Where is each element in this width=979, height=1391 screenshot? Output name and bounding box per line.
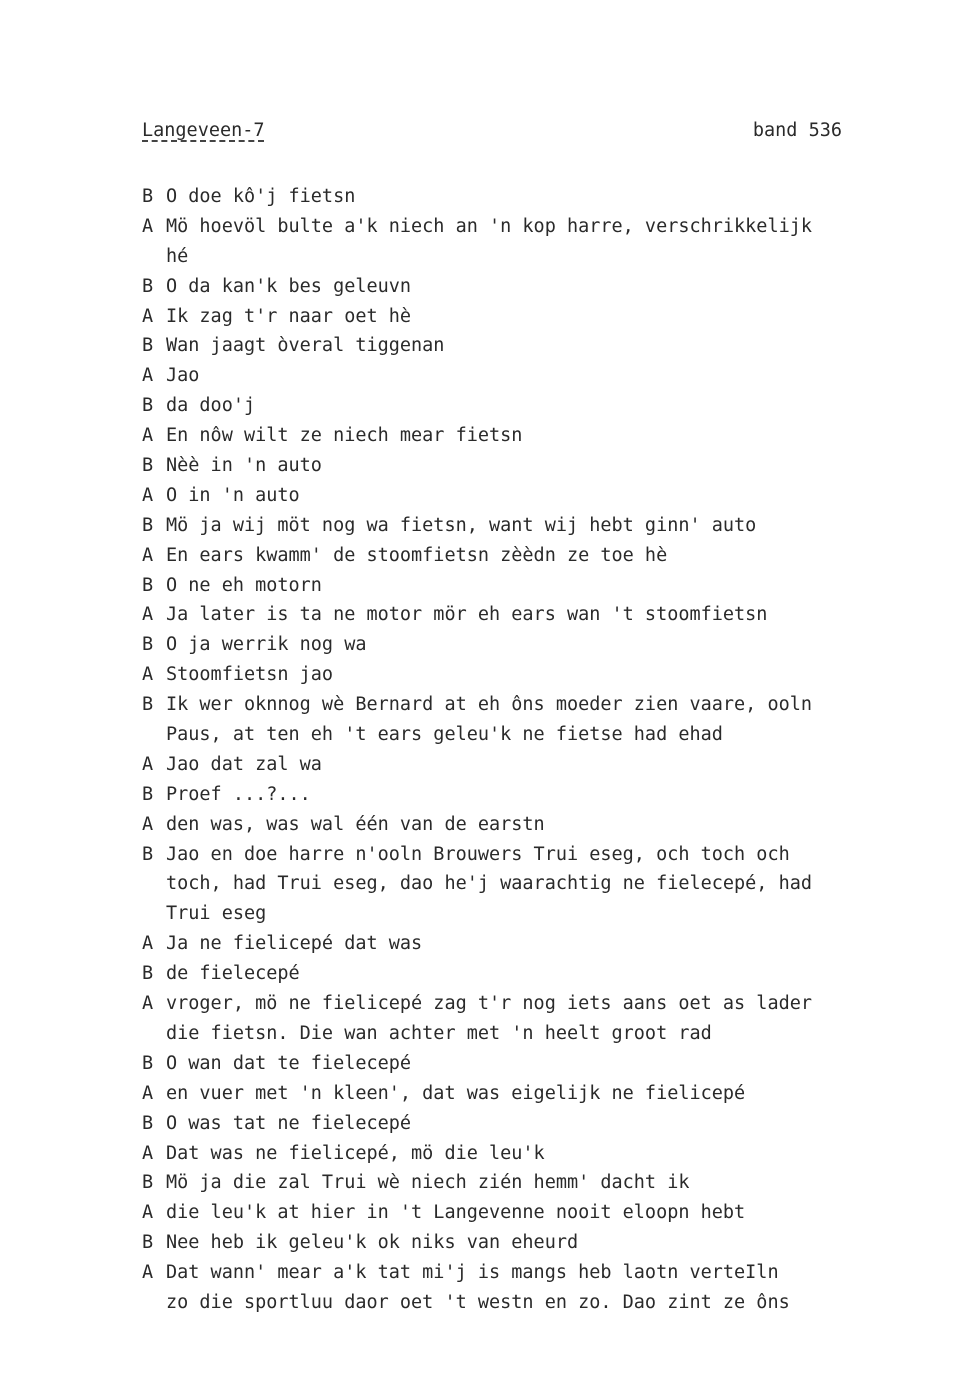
utterance-text: Trui eseg xyxy=(166,903,267,925)
speaker-label: B xyxy=(142,1052,154,1074)
transcript-line xyxy=(142,272,902,302)
utterance-text: Mö ja wij möt nog wa fietsn, want wij hebt ginn' auto xyxy=(166,514,757,536)
speaker-label: A xyxy=(142,753,154,775)
speaker-label: A xyxy=(142,305,154,327)
utterance-text: O ja werrik nog wa xyxy=(166,634,367,656)
utterance-text: Jao dat zal wa xyxy=(166,753,322,775)
speaker-label: B xyxy=(142,335,154,357)
speaker-label: B xyxy=(142,574,154,596)
transcript-line xyxy=(142,1019,902,1049)
speaker-label: A xyxy=(142,813,154,835)
transcript-line xyxy=(142,451,902,481)
speaker-label: A xyxy=(142,215,154,237)
transcript-line xyxy=(142,391,902,421)
transcript-line xyxy=(142,600,902,630)
utterance-text: O da kan'k bes geleuvn xyxy=(166,275,412,297)
transcript-line xyxy=(142,959,902,989)
speaker-label: B xyxy=(142,186,154,207)
utterance-text: Dat wann' mear a'k tat mi'j is mangs heb laotn verteIln xyxy=(166,1262,779,1284)
utterance-text: Paus, at ten eh 't ears geleu'k ne fietse had ehad xyxy=(166,724,723,746)
transcript-line xyxy=(142,1049,902,1079)
transcript xyxy=(142,182,902,1318)
speaker-label: A xyxy=(142,664,154,686)
transcript-line xyxy=(142,361,902,391)
transcript-line xyxy=(142,1139,902,1169)
utterance-text: Mö hoevöl bulte a'k niech an 'n kop harre, verschrikkelijk xyxy=(166,215,813,237)
utterance-text: en vuer met 'n kleen', dat was eigelijk ne fielicepé xyxy=(166,1082,746,1104)
transcript-line xyxy=(142,690,902,720)
speaker-label: A xyxy=(142,544,154,566)
page-header xyxy=(142,120,842,150)
utterance-text: O ne eh motorn xyxy=(166,574,322,596)
transcript-line xyxy=(142,571,902,601)
transcript-line xyxy=(142,840,902,870)
utterance-text: Ja later is ta ne motor mör eh ears wan 't stoomfietsn xyxy=(166,604,768,626)
utterance-text: da doo'j xyxy=(166,395,256,417)
utterance-text: hé xyxy=(166,245,189,267)
utterance-text: O wan dat te fielecepé xyxy=(166,1052,412,1074)
transcript-line xyxy=(142,899,902,929)
transcript-line xyxy=(142,302,902,332)
speaker-label: B xyxy=(142,1112,154,1134)
transcript-line xyxy=(142,630,902,660)
utterance-text: de fielecepé xyxy=(166,963,300,985)
transcript-line xyxy=(142,421,902,451)
utterance-text: Ik wer oknnog wè Bernard at eh ôns moeder zien vaare, ooln xyxy=(166,694,813,716)
transcript-line xyxy=(142,929,902,959)
speaker-label: B xyxy=(142,275,154,297)
speaker-label: B xyxy=(142,395,154,417)
utterance-text: O in 'n auto xyxy=(166,484,300,506)
utterance-text: Proef ...?... xyxy=(166,783,311,805)
transcript-line xyxy=(142,810,902,840)
speaker-label: A xyxy=(142,1202,154,1224)
speaker-label: B xyxy=(142,694,154,716)
speaker-label: B xyxy=(142,783,154,805)
speaker-label: A xyxy=(142,1142,154,1164)
utterance-text: die leu'k at hier in 't Langevenne nooit eloopn hebt xyxy=(166,1202,746,1224)
utterance-text: Ik zag t'r naar oet hè xyxy=(166,305,412,327)
transcript-line xyxy=(142,1288,902,1318)
transcript-line xyxy=(142,1079,902,1109)
speaker-label: A xyxy=(142,365,154,387)
utterance-text: Ja ne fielicepé dat was xyxy=(166,933,423,955)
utterance-text: Dat was ne fielicepé, mö die leu'k xyxy=(166,1142,545,1164)
utterance-text: En nôw wilt ze niech mear fietsn xyxy=(166,425,523,447)
transcript-line xyxy=(142,331,902,361)
speaker-label: B xyxy=(142,634,154,656)
transcript-line xyxy=(142,481,902,511)
utterance-text: Jao en doe harre n'ooln Brouwers Trui eseg, och toch och xyxy=(166,843,790,865)
speaker-label: A xyxy=(142,1082,154,1104)
utterance-text: En ears kwamm' de stoomfietsn zèèdn ze toe hè xyxy=(166,544,668,566)
speaker-label: B xyxy=(142,455,154,477)
transcript-line xyxy=(142,541,902,571)
utterance-text: O was tat ne fielecepé xyxy=(166,1112,412,1134)
document-title: Langeveen-7 xyxy=(142,120,265,141)
speaker-label: A xyxy=(142,484,154,506)
utterance-text: den was, was wal één van de earstn xyxy=(166,813,545,835)
utterance-text: O doe kô'j fietsn xyxy=(166,186,356,207)
speaker-label: B xyxy=(142,1232,154,1254)
tape-number: band 536 xyxy=(752,120,842,141)
utterance-text: Stoomfietsn jao xyxy=(166,664,334,686)
speaker-label: A xyxy=(142,993,154,1015)
transcript-line xyxy=(142,780,902,810)
utterance-text: Jao xyxy=(166,365,200,387)
transcript-line xyxy=(142,869,902,899)
transcript-line xyxy=(142,660,902,690)
utterance-text: toch, had Trui eseg, dao he'j waarachtig ne fielecepé, had xyxy=(166,873,813,895)
speaker-label: A xyxy=(142,604,154,626)
transcript-line xyxy=(142,1258,902,1288)
transcript-line xyxy=(142,720,902,750)
utterance-text: Nèè in 'n auto xyxy=(166,455,322,477)
utterance-text: die fietsn. Die wan achter met 'n heelt groot rad xyxy=(166,1022,712,1044)
transcript-line xyxy=(142,1198,902,1228)
utterance-text: Nee heb ik geleu'k ok niks van eheurd xyxy=(166,1232,579,1254)
speaker-label: B xyxy=(142,1172,154,1194)
transcript-line xyxy=(142,511,902,541)
transcript-line xyxy=(142,750,902,780)
utterance-text: zo die sportluu daor oet 't westn en zo. Dao zint ze ôns xyxy=(166,1291,790,1313)
utterance-text: Mö ja die zal Trui wè niech zién hemm' dacht ik xyxy=(166,1172,690,1194)
transcript-line xyxy=(142,242,902,272)
speaker-label: B xyxy=(142,843,154,865)
speaker-label: A xyxy=(142,1262,154,1284)
speaker-label: A xyxy=(142,425,154,447)
utterance-text: vroger, mö ne fielicepé zag t'r nog iets aans oet as lader xyxy=(166,993,813,1015)
utterance-text: Wan jaagt òveral tiggenan xyxy=(166,335,445,357)
transcript-line xyxy=(142,1168,902,1198)
transcript-line xyxy=(142,1109,902,1139)
speaker-label: B xyxy=(142,514,154,536)
speaker-label: A xyxy=(142,933,154,955)
speaker-label: B xyxy=(142,963,154,985)
transcript-line xyxy=(142,1228,902,1258)
transcript-line xyxy=(142,182,902,212)
transcript-line xyxy=(142,212,902,242)
transcript-line xyxy=(142,989,902,1019)
